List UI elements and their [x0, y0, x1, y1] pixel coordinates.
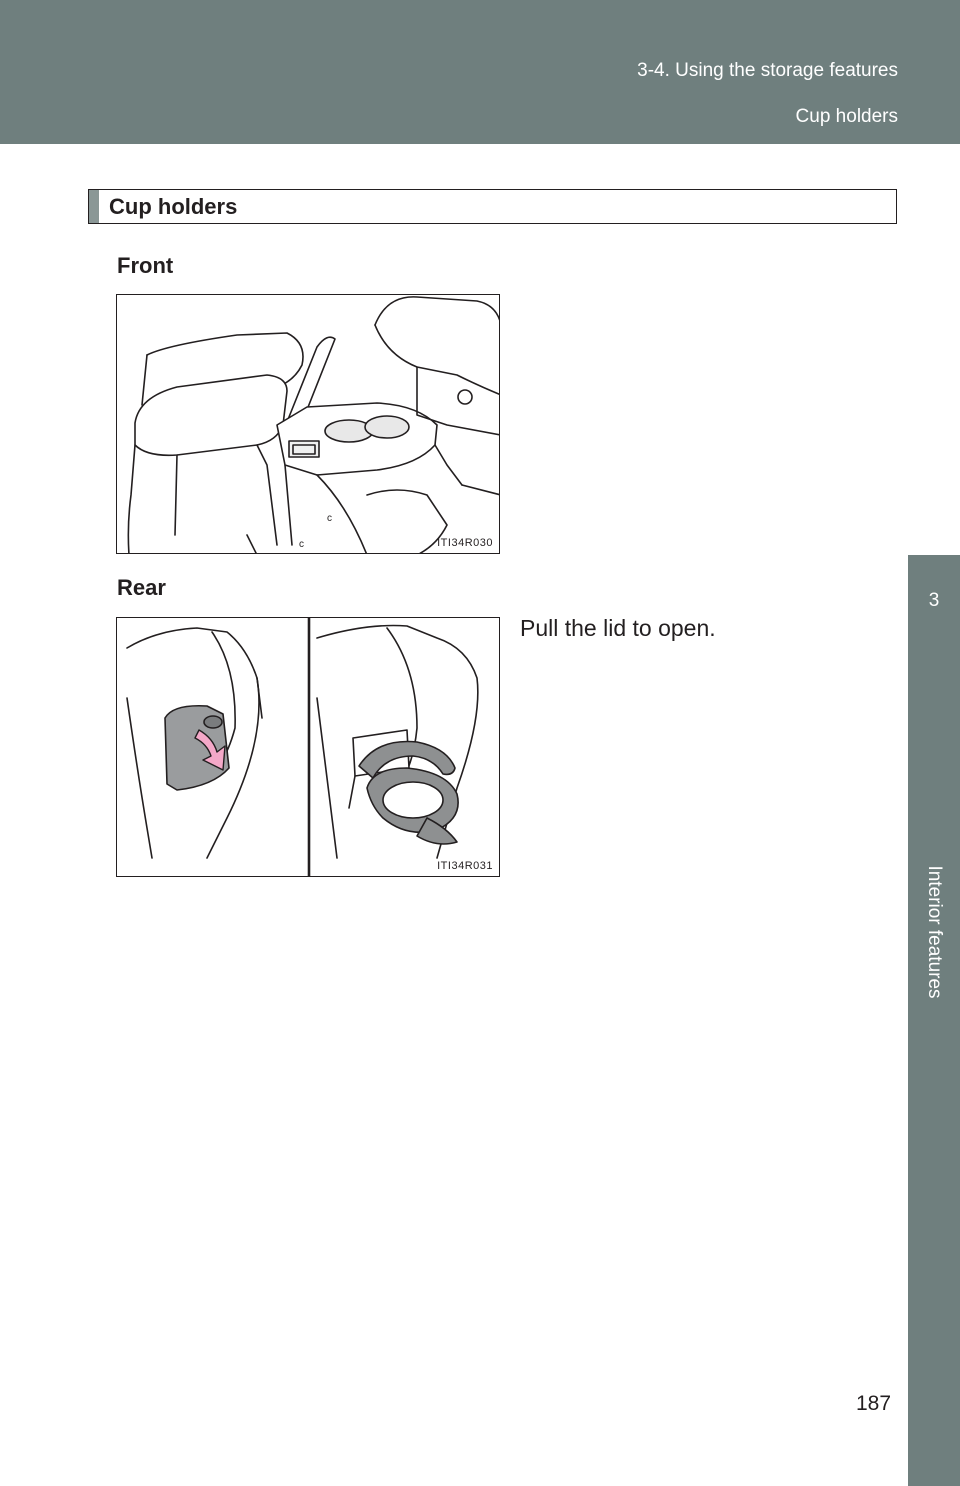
section-heading-box: [88, 189, 897, 224]
section-title: Cup holders: [109, 194, 238, 219]
page-header: [0, 0, 960, 144]
rear-instruction: Pull the lid to open.: [520, 615, 716, 641]
rear-heading: Rear: [117, 575, 166, 600]
header-section-title: 3-4. Using the storage features: [637, 60, 898, 81]
front-console-drawing: [117, 295, 500, 554]
chapter-title: Interior features: [924, 865, 945, 999]
front-cup-holder-illustration: [116, 294, 500, 554]
header-topic: Cup holders: [795, 106, 898, 127]
chapter-number: 3: [928, 590, 940, 611]
svg-text:c: c: [299, 539, 304, 550]
front-figure-code: ITI34R030: [437, 537, 493, 549]
front-heading: Front: [117, 253, 174, 278]
rear-figure-code: ITI34R031: [437, 860, 493, 872]
rear-cup-holder-illustration: [116, 617, 500, 877]
svg-text:c: c: [327, 513, 332, 524]
section-heading-bar: [89, 190, 99, 223]
chapter-title-vertical: [921, 832, 947, 1032]
side-tab-divider: [908, 553, 960, 555]
page-number: 187: [856, 1392, 892, 1415]
rear-armrest-drawing: [117, 618, 500, 877]
